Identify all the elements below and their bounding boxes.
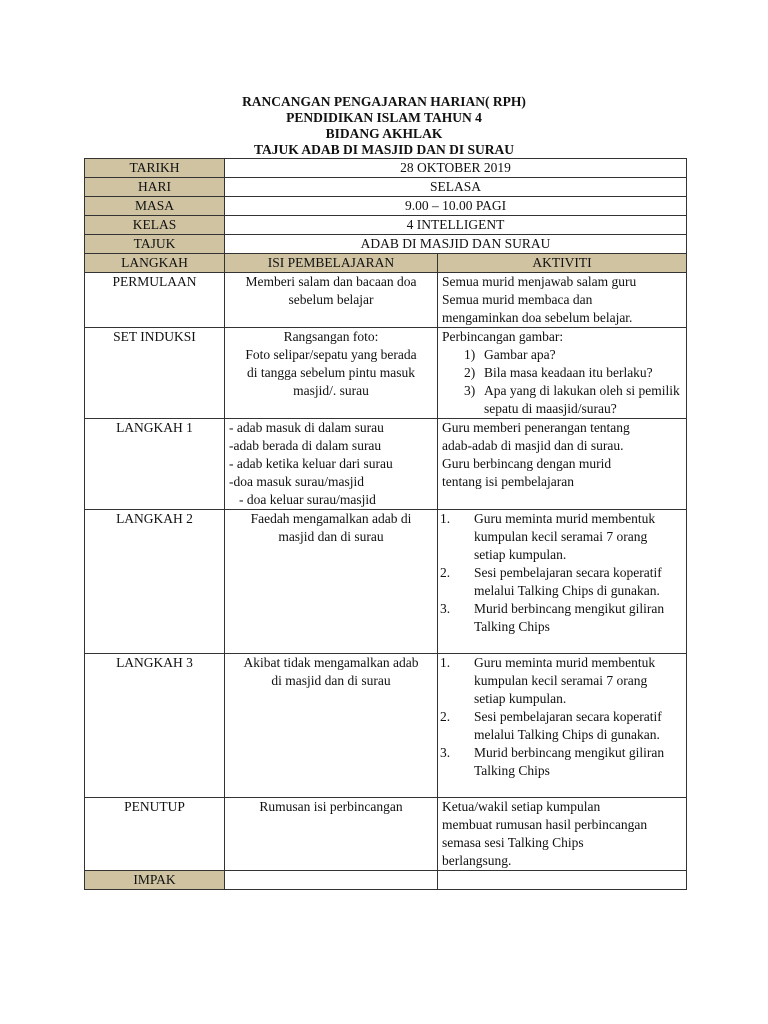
set-induksi-aktiviti (438, 328, 687, 419)
list-item: 3. Murid berbincang mengikut giliran Talking Chips (440, 745, 665, 778)
table-row (85, 159, 687, 178)
langkah1-isi (225, 419, 438, 510)
table-header-row (85, 254, 687, 273)
table-row (85, 798, 687, 871)
text-line: di masjid dan di surau (271, 673, 391, 688)
hari-label: HARI (85, 178, 225, 197)
text-line: -doa masuk surau/masjid (229, 474, 364, 489)
table-row (85, 510, 687, 654)
list-item: 2) Bila masa keadaan itu berlaku? (464, 365, 653, 380)
tajuk-value: ADAB DI MASJID DAN SURAU (225, 235, 687, 254)
impak-aktiviti (438, 871, 687, 890)
set-induksi-isi (225, 328, 438, 419)
text-line: sebelum belajar (288, 292, 374, 307)
langkah3-isi (225, 654, 438, 798)
question-list (442, 346, 682, 418)
langkah1-label: LANGKAH 1 (85, 419, 225, 510)
text-line: Akibat tidak mengamalkan adab (243, 655, 419, 670)
text-line: tentang isi pembelajaran (442, 474, 574, 489)
title-line: PENDIDIKAN ISLAM TAHUN 4 (286, 110, 482, 125)
text-line: masjid/. surau (293, 383, 369, 398)
list-item: 3) Apa yang di lakukan oleh si pemilik sepatu di maasjid/surau? (464, 383, 680, 416)
title-line: RANCANGAN PENGAJARAN HARIAN( RPH) (242, 94, 526, 109)
permulaan-label: PERMULAAN (85, 273, 225, 328)
text-line: Guru berbincang dengan murid (442, 456, 612, 471)
kelas-value: 4 INTELLIGENT (225, 216, 687, 235)
penutup-aktiviti (438, 798, 687, 871)
text-line: masjid dan di surau (278, 529, 384, 544)
text-line: - doa keluar surau/masjid (239, 492, 376, 507)
header-aktiviti: AKTIVITI (438, 254, 687, 273)
text-line: Rangsangan foto: (283, 329, 379, 344)
table-row (85, 178, 687, 197)
langkah1-aktiviti (438, 419, 687, 510)
text-line: Rumusan isi perbincangan (259, 799, 403, 814)
kelas-label: KELAS (85, 216, 225, 235)
permulaan-isi (225, 273, 438, 328)
text-line: di tangga sebelum pintu masuk (247, 365, 415, 380)
langkah2-isi (225, 510, 438, 654)
table-row (85, 197, 687, 216)
title-line: TAJUK ADAB DI MASJID DAN DI SURAU (253, 142, 515, 157)
list-item: 2. Sesi pembelajaran secara koperatif melalui Talking Chips di gunakan. (440, 565, 662, 598)
text-line: berlangsung. (442, 853, 512, 868)
masa-value: 9.00 – 10.00 PAGI (225, 197, 687, 216)
langkah3-label: LANGKAH 3 (85, 654, 225, 798)
table-row (85, 328, 687, 419)
list-item: 3. Murid berbincang mengikut giliran Talking Chips (440, 601, 665, 634)
set-induksi-label: SET INDUKSI (85, 328, 225, 419)
table-row (85, 235, 687, 254)
text-line: Foto selipar/sepatu yang berada (245, 347, 417, 362)
text-line: - adab ketika keluar dari surau (229, 456, 393, 471)
header-langkah: LANGKAH (85, 254, 225, 273)
list-item: 1. Guru meminta murid membentuk kumpulan kecil seramai 7 orang setiap kumpulan. (440, 511, 656, 562)
text-line: -adab berada di dalam surau (229, 438, 382, 453)
lesson-plan-table (84, 158, 687, 890)
penutup-isi (225, 798, 438, 871)
text-line: Guru memberi penerangan tentang (442, 420, 630, 435)
list-item: 2. Sesi pembelajaran secara koperatif melalui Talking Chips di gunakan. (440, 709, 662, 742)
text-line: membuat rumusan hasil perbincangan (442, 817, 648, 832)
table-row (85, 419, 687, 510)
table-row (85, 216, 687, 235)
text-line: Semua murid membaca dan (442, 292, 593, 307)
tarikh-value: 28 OKTOBER 2019 (225, 159, 687, 178)
impak-label: IMPAK (85, 871, 225, 890)
table-row (85, 871, 687, 890)
text-line: - adab masuk di dalam surau (229, 420, 384, 435)
header-isi: ISI PEMBELAJARAN (225, 254, 438, 273)
langkah3-aktiviti (438, 654, 687, 798)
hari-value: SELASA (225, 178, 687, 197)
text-line: Perbincangan gambar: (442, 329, 564, 344)
text-line: Faedah mengamalkan adab di (250, 511, 412, 526)
list-item: 1) Gambar apa? (464, 347, 556, 362)
text-line: Memberi salam dan bacaan doa (245, 274, 417, 289)
masa-label: MASA (85, 197, 225, 216)
text-line: Ketua/wakil setiap kumpulan (442, 799, 601, 814)
text-line: mengaminkan doa sebelum belajar. (442, 310, 633, 325)
table-row (85, 654, 687, 798)
tajuk-label: TAJUK (85, 235, 225, 254)
langkah2-label: LANGKAH 2 (85, 510, 225, 654)
penutup-label: PENUTUP (85, 798, 225, 871)
permulaan-aktiviti (438, 273, 687, 328)
document-title-block (0, 94, 768, 158)
text-line: Semua murid menjawab salam guru (442, 274, 637, 289)
table-row (85, 273, 687, 328)
text-line: semasa sesi Talking Chips (442, 835, 584, 850)
langkah2-aktiviti (438, 510, 687, 654)
list-item: 1. Guru meminta murid membentuk kumpulan kecil seramai 7 orang setiap kumpulan. (440, 655, 656, 706)
text-line: adab-adab di masjid dan di surau. (442, 438, 624, 453)
title-line: BIDANG AKHLAK (325, 126, 443, 141)
tarikh-label: TARIKH (85, 159, 225, 178)
impak-isi (225, 871, 438, 890)
